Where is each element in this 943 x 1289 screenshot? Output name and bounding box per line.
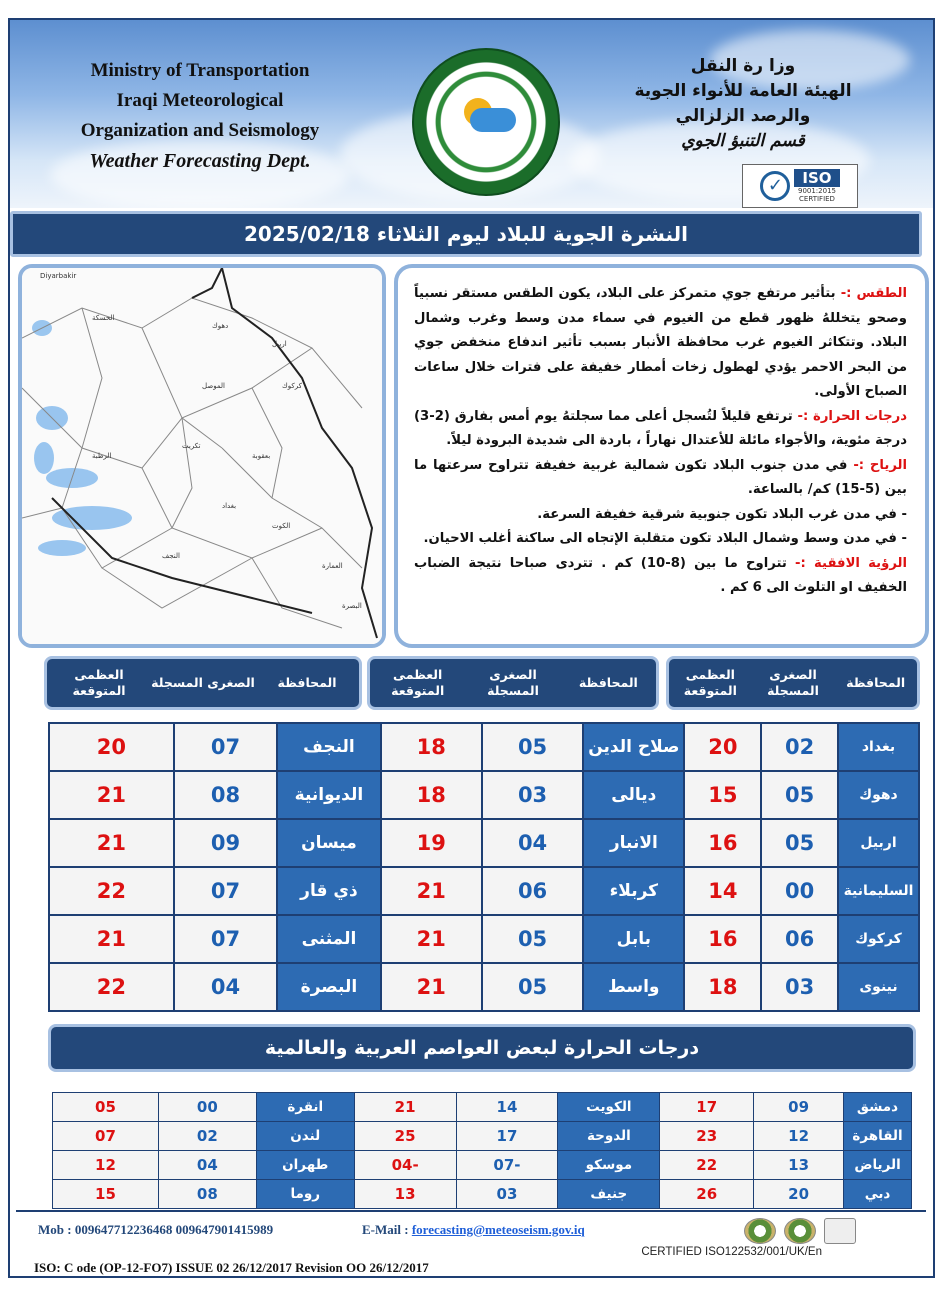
en-line-2: Iraqi Meteorological bbox=[116, 90, 284, 111]
capital-min-temp: 14 bbox=[456, 1093, 558, 1122]
certified-text: CERTIFIED ISO122532/001/UK/En bbox=[641, 1246, 822, 1258]
capital-name: روما bbox=[256, 1180, 354, 1209]
min-temp: 05 bbox=[482, 723, 583, 771]
capital-min-temp: 12 bbox=[754, 1122, 844, 1151]
capital-name: القاهرة bbox=[844, 1122, 912, 1151]
certification-seal-icon bbox=[784, 1218, 816, 1244]
max-temp: 20 bbox=[684, 723, 761, 771]
arabic-org-name bbox=[613, 54, 873, 154]
capital-min-temp: 17 bbox=[456, 1122, 558, 1151]
header-max: العظمى المتوقعة bbox=[391, 667, 445, 698]
capital-max-temp: 05 bbox=[53, 1093, 159, 1122]
check-icon: ✓ bbox=[760, 171, 790, 201]
max-temp: 18 bbox=[381, 723, 482, 771]
wind-text: في مدن جنوب البلاد تكون شمالية غربية خفيفة تتراوح سرعتها ما بين (5-15) كم/ بالساعة. bbox=[414, 457, 907, 497]
capital-name: موسكو bbox=[558, 1151, 660, 1180]
header bbox=[10, 20, 933, 208]
max-temp: 14 bbox=[684, 867, 761, 915]
governorate-name: صلاح الدين bbox=[583, 723, 684, 771]
governorate-name: الديوانية bbox=[277, 771, 380, 819]
capital-max-temp: 13 bbox=[354, 1180, 456, 1209]
header-min: الصغرى المسجلة bbox=[151, 675, 255, 690]
capital-name: جنيف bbox=[558, 1180, 660, 1209]
min-temp: 05 bbox=[761, 771, 838, 819]
en-line-3: Organization and Seismology bbox=[80, 120, 320, 141]
max-temp: 21 bbox=[49, 819, 174, 867]
min-temp: 05 bbox=[482, 915, 583, 963]
capital-name: الدوحة bbox=[558, 1122, 660, 1151]
ar-line-2: الهيئة العامة للأنواء الجوية bbox=[634, 81, 852, 101]
header-min: الصغرى المسجلة bbox=[487, 667, 539, 698]
capital-max-temp: 21 bbox=[354, 1093, 456, 1122]
svg-text:اربيل: اربيل bbox=[272, 340, 287, 348]
capital-max-temp: 26 bbox=[660, 1180, 754, 1209]
wind-label: الرياح :- bbox=[853, 457, 908, 473]
capital-min-temp: 00 bbox=[158, 1093, 256, 1122]
capital-max-temp: 25 bbox=[354, 1122, 456, 1151]
capital-max-temp: 17 bbox=[660, 1093, 754, 1122]
iso-label: ISO bbox=[794, 169, 839, 187]
min-temp: 07 bbox=[174, 915, 277, 963]
email-label: E-Mail : bbox=[362, 1222, 412, 1237]
capital-min-temp: 03 bbox=[456, 1180, 558, 1209]
min-temp: 05 bbox=[482, 963, 583, 1011]
table-row bbox=[49, 819, 919, 867]
governorate-name: ميسان bbox=[277, 819, 380, 867]
header-governorate: المحافظة bbox=[846, 675, 906, 690]
max-temp: 22 bbox=[49, 963, 174, 1011]
capital-name: لندن bbox=[256, 1122, 354, 1151]
min-temp: 04 bbox=[174, 963, 277, 1011]
ukas-mark-icon bbox=[824, 1218, 856, 1244]
iso-sub1: 9001:2015 bbox=[797, 187, 836, 195]
max-temp: 16 bbox=[684, 915, 761, 963]
min-temp: 06 bbox=[761, 915, 838, 963]
iso-code-line: ISO: C ode (OP-12-FO7) ISSUE 02 26/12/2017 Revision OO 26/12/2017 bbox=[34, 1260, 429, 1275]
ar-line-3: والرصد الزلزالي bbox=[675, 106, 811, 126]
iso-badge bbox=[742, 164, 858, 208]
min-temp: 03 bbox=[482, 771, 583, 819]
capital-max-temp: -04 bbox=[354, 1151, 456, 1180]
weather-text: بتأثير مرتفع جوي متمركز على البلاد، يكون الطقس مستقر نسبياً وصحو يتخللهُ ظهور قطع من الغيوم في سماء مدن وسط وغرب وشمال البلاد. وتتكاثر الغيوم غرب محافظة الأنبار بسبب تأثير اندفاع منخفض جوي من البحر الاحمر يؤدي لهطول زخات أمطار خفيفة على فترات خلال ساعات الصباح الأولى. bbox=[414, 286, 907, 399]
table-row bbox=[53, 1151, 912, 1180]
table-row bbox=[53, 1122, 912, 1151]
header-max: العظمى المتوقعة bbox=[72, 667, 126, 698]
min-temp: 03 bbox=[761, 963, 838, 1011]
capital-min-temp: 09 bbox=[754, 1093, 844, 1122]
min-temp: 09 bbox=[174, 819, 277, 867]
min-temp: 02 bbox=[761, 723, 838, 771]
iso-sub2: CERTIFIED bbox=[799, 195, 835, 203]
svg-text:الموصل: الموصل bbox=[202, 382, 225, 390]
svg-text:الرطبة: الرطبة bbox=[92, 452, 112, 460]
governorate-name: ذي قار bbox=[277, 867, 380, 915]
governorate-name: دهوك bbox=[838, 771, 919, 819]
iraq-map-icon bbox=[22, 268, 382, 644]
wind-west-text: - في مدن غرب البلاد تكون جنوبية شرقية خفيفة السرعة. bbox=[537, 506, 907, 522]
org-emblem-icon bbox=[744, 1218, 776, 1244]
wind-center-text: - في مدن وسط وشمال البلاد تكون متقلبة الإتجاه الى ساكنة أغلب الاحيان. bbox=[423, 531, 907, 546]
min-temp: 00 bbox=[761, 867, 838, 915]
max-temp: 22 bbox=[49, 867, 174, 915]
table-row bbox=[49, 915, 919, 963]
governorate-name: ديالى bbox=[583, 771, 684, 819]
min-temp: 07 bbox=[174, 723, 277, 771]
svg-text:العمارة: العمارة bbox=[322, 562, 343, 570]
table-row bbox=[49, 963, 919, 1011]
header-governorate: المحافظة bbox=[578, 675, 638, 690]
governorate-temperature-table bbox=[48, 722, 920, 1012]
email-link[interactable]: forecasting@meteoseism.gov.iq bbox=[411, 1222, 585, 1237]
svg-text:دهوك: دهوك bbox=[212, 322, 229, 330]
governorate-name: بغداد bbox=[838, 723, 919, 771]
footer-logos bbox=[744, 1218, 856, 1244]
governorate-name: اربيل bbox=[838, 819, 919, 867]
capital-name: دبي bbox=[844, 1180, 912, 1209]
visibility-paragraph bbox=[414, 552, 907, 601]
table-row bbox=[49, 723, 919, 771]
capitals-title: درجات الحرارة لبعض العواصم العربية والعالمية bbox=[48, 1024, 916, 1072]
capital-min-temp: 04 bbox=[158, 1151, 256, 1180]
svg-text:بغداد: بغداد bbox=[222, 502, 237, 510]
svg-text:تكريت: تكريت bbox=[182, 442, 201, 450]
max-temp: 21 bbox=[381, 963, 482, 1011]
table-row bbox=[49, 771, 919, 819]
governorate-name: بابل bbox=[583, 915, 684, 963]
capital-name: طهران bbox=[256, 1151, 354, 1180]
svg-text:الكوت: الكوت bbox=[272, 522, 291, 530]
column-header-group-2 bbox=[367, 656, 659, 710]
capital-max-temp: 23 bbox=[660, 1122, 754, 1151]
max-temp: 19 bbox=[381, 819, 482, 867]
governorate-name: الانبار bbox=[583, 819, 684, 867]
svg-text:النجف: النجف bbox=[162, 552, 180, 560]
en-line-1: Ministry of Transportation bbox=[90, 60, 310, 81]
min-temp: 04 bbox=[482, 819, 583, 867]
capitals-temperature-table bbox=[52, 1092, 912, 1209]
visibility-text: تتراوح ما بين (8-10) كم . تتردى صباحا نتيجة الضباب الخفيف او التلوث الى 6 كم . bbox=[414, 555, 907, 595]
capital-max-temp: 22 bbox=[660, 1151, 754, 1180]
max-temp: 20 bbox=[49, 723, 174, 771]
header-max: العظمى المتوقعة bbox=[683, 667, 737, 698]
capital-name: دمشق bbox=[844, 1093, 912, 1122]
forecast-text-box bbox=[394, 264, 929, 648]
capital-min-temp: 08 bbox=[158, 1180, 256, 1209]
ar-dept: قسم التنبؤ الجوي bbox=[681, 131, 805, 151]
max-temp: 21 bbox=[49, 771, 174, 819]
max-temp: 21 bbox=[49, 915, 174, 963]
capital-max-temp: 12 bbox=[53, 1151, 159, 1180]
max-temp: 18 bbox=[684, 963, 761, 1011]
visibility-label: الرؤية الافقية :- bbox=[795, 555, 907, 571]
weather-paragraph bbox=[414, 282, 907, 405]
governorate-name: واسط bbox=[583, 963, 684, 1011]
english-org-name bbox=[40, 56, 360, 176]
mobile-numbers: Mob : 009647712236468 009647901415989 bbox=[38, 1222, 274, 1237]
min-temp: 05 bbox=[761, 819, 838, 867]
wind-paragraph bbox=[414, 454, 907, 503]
temp-label: درجات الحرارة :- bbox=[797, 408, 907, 424]
svg-text:الحسكة: الحسكة bbox=[92, 314, 115, 322]
min-temp: 06 bbox=[482, 867, 583, 915]
temp-paragraph bbox=[414, 405, 907, 454]
table-row bbox=[49, 867, 919, 915]
governorate-name: نينوى bbox=[838, 963, 919, 1011]
footer bbox=[22, 1214, 922, 1278]
max-temp: 21 bbox=[381, 867, 482, 915]
min-temp: 08 bbox=[174, 771, 277, 819]
weather-label: الطقس :- bbox=[840, 286, 908, 301]
temp-text: ترتفع قليلاً لتُسجل أعلى مما سجلتهُ يوم أمس بفارق (2-3) درجة مئوية، والأجواء مائلة للأعتدال نهاراً ، باردة الى شديدة البرودة ليلاً. bbox=[414, 408, 907, 448]
column-header-group-3 bbox=[44, 656, 362, 710]
bulletin-title: النشرة الجوية للبلاد ليوم الثلاثاء 2025/02/18 bbox=[10, 211, 922, 257]
header-min: الصغرى المسجلة bbox=[767, 667, 819, 698]
governorate-name: كربلاء bbox=[583, 867, 684, 915]
max-temp: 15 bbox=[684, 771, 761, 819]
capital-min-temp: 13 bbox=[754, 1151, 844, 1180]
governorate-name: السليمانية bbox=[838, 867, 919, 915]
max-temp: 16 bbox=[684, 819, 761, 867]
governorate-name: المثنى bbox=[277, 915, 380, 963]
en-dept: Weather Forecasting Dept. bbox=[89, 150, 311, 172]
capital-min-temp: -07 bbox=[456, 1151, 558, 1180]
governorate-name: البصرة bbox=[277, 963, 380, 1011]
capital-max-temp: 15 bbox=[53, 1180, 159, 1209]
max-temp: 18 bbox=[381, 771, 482, 819]
table-row bbox=[53, 1093, 912, 1122]
capital-name: الرياض bbox=[844, 1151, 912, 1180]
governorate-name: النجف bbox=[277, 723, 380, 771]
svg-text:كركوك: كركوك bbox=[282, 382, 302, 390]
svg-text:Diyarbakir: Diyarbakir bbox=[40, 272, 77, 280]
weather-map bbox=[18, 264, 386, 648]
organization-logo-icon bbox=[412, 48, 560, 196]
footer-divider-top bbox=[16, 1210, 926, 1212]
svg-text:بعقوبة: بعقوبة bbox=[252, 452, 271, 460]
ar-line-1: وزا رة النقل bbox=[690, 56, 796, 76]
email-line bbox=[362, 1222, 585, 1238]
capital-max-temp: 07 bbox=[53, 1122, 159, 1151]
capital-name: انقرة bbox=[256, 1093, 354, 1122]
capital-min-temp: 20 bbox=[754, 1180, 844, 1209]
table-row bbox=[53, 1180, 912, 1209]
header-governorate: المحافظة bbox=[277, 675, 337, 690]
max-temp: 21 bbox=[381, 915, 482, 963]
column-header-group-1 bbox=[666, 656, 920, 710]
svg-text:البصرة: البصرة bbox=[342, 602, 362, 610]
min-temp: 07 bbox=[174, 867, 277, 915]
capital-min-temp: 02 bbox=[158, 1122, 256, 1151]
capital-name: الكويت bbox=[558, 1093, 660, 1122]
governorate-name: كركوك bbox=[838, 915, 919, 963]
